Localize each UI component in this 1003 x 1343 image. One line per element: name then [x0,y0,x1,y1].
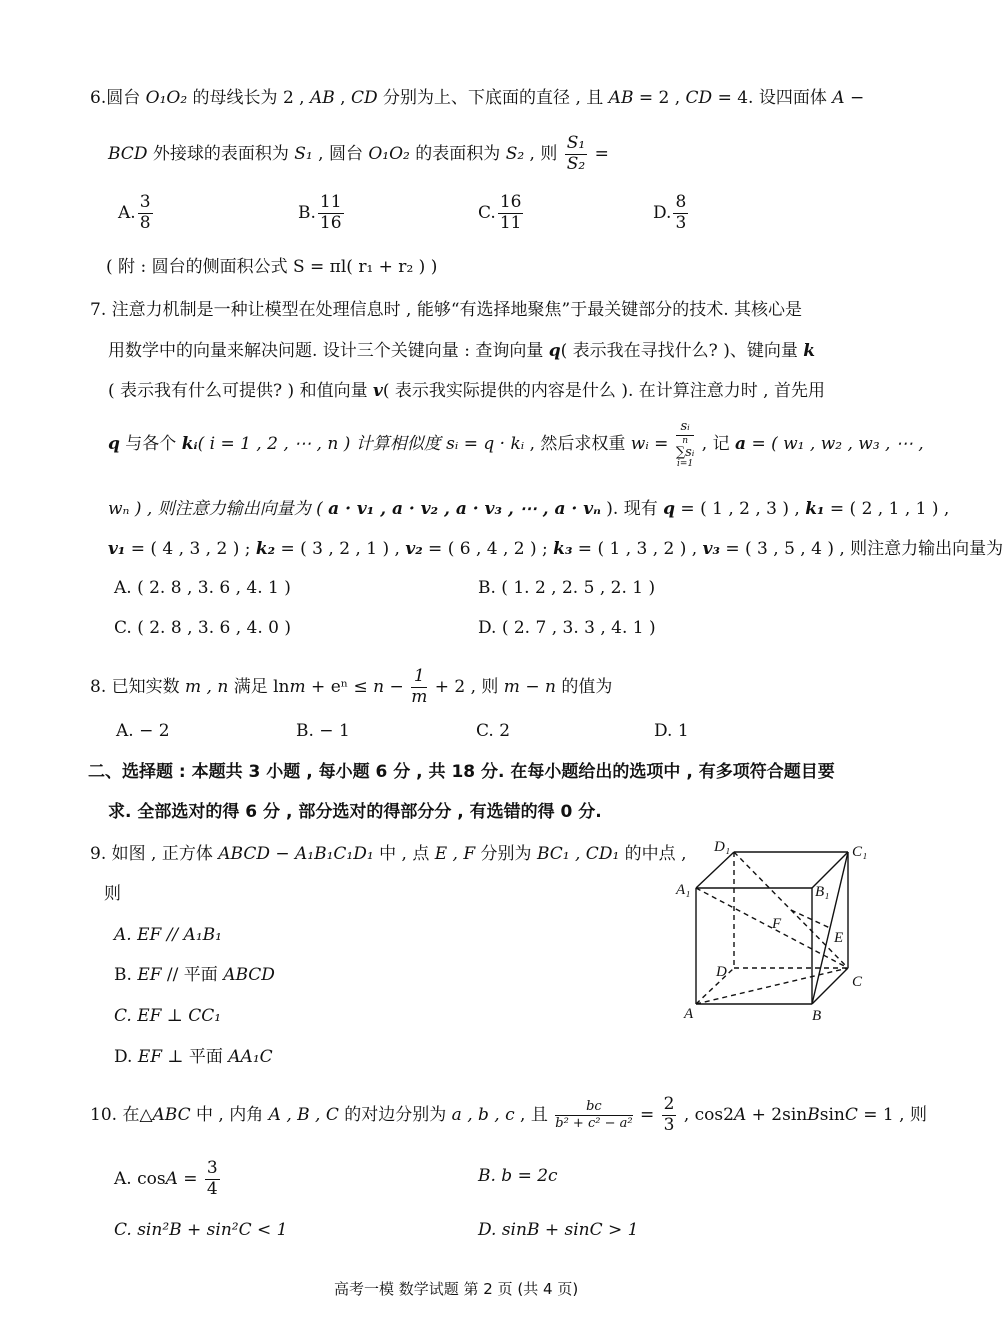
q9-option-b: B. EF // 平面 ABCD [114,965,275,985]
q6-option-a: A. $\frac{3}{8}$ [118,192,151,233]
label-a1: A₁ [676,882,691,898]
q7-line2: 用数学中的向量来解决问题. 设计三个关键向量 : 查询向量 q( 表示我在寻找什么? )、键向量 k [108,341,816,361]
segment-ef [791,910,830,928]
label-b1: B₁ [815,884,830,900]
q7-weight-fraction: sᵢ n ∑sᵢ i=1 [675,419,695,469]
q6-option-c: C. $\frac{16}{11}$ [478,192,522,233]
q8-option-c: C. 2 [476,721,511,741]
q7-line5: wₙ ) , 则注意力输出向量为 ( a · v₁ , a · v₂ , a · v₃ , ⋯ , a · vₙ ). 现有 q = ( 1 , 2 , 3 ) , k₁ = ( 2 , 1 , 1 ) , [108,499,950,519]
q10-option-c: C. sin²B + sin²C < 1 [114,1220,288,1240]
q9-stem: 9. 如图 , 正方体 ABCD − A₁B₁C₁D₁ 中 , 点 E , F 分别为 BC₁ , CD₁ 的中点 , [90,844,687,864]
q8-option-d: D. 1 [654,721,689,741]
q10-option-d: D. sinB + sinC > 1 [478,1220,639,1240]
q7-line3: ( 表示我有什么可提供? ) 和值向量 v( 表示我实际提供的内容是什么 ). 在计算注意力时 , 首先用 [108,381,825,401]
q8-option-b: B. − 1 [296,721,350,741]
label-c1: C₁ [852,844,868,860]
segment-bc1 [812,852,848,1004]
q9-option-c: C. EF ⊥ CC₁ [114,1006,222,1026]
q7-option-b: B. ( 1. 2 , 2. 5 , 2. 1 ) [478,578,656,598]
label-e: E [834,930,844,946]
q7-line6: v₁ = ( 4 , 3 , 2 ) ; k₂ = ( 3 , 2 , 1 ) , v₂ = ( 6 , 4 , 2 ) ; k₃ = ( 1 , 3 , 2 ) , v₃ = ( 3 , 5 , 4 ) , 则注意力输出向量为 [108,539,1003,559]
q10-option-b: B. b = 2c [478,1166,558,1186]
q7-option-c: C. ( 2. 8 , 3. 6 , 4. 0 ) [114,618,292,638]
q7-option-d: D. ( 2. 7 , 3. 3 , 4. 1 ) [478,618,656,638]
q10-stem: 10. 在△ABC 中 , 内角 A , B , C 的对边分别为 a , b , c , 且 $\frac{bc}{\text{b² + c² − a²}}$ = $\frac{2}{3}$ , cos2A + 2sinBsinC = 1 , 则 [90,1094,927,1135]
section-2-header: 二、选择题 : 本题共 3 小题 , 每小题 6 分 , 共 18 分. 在每小题给出的选项中 , 有多项符合题目要 [88,762,835,782]
q10-option-a: A. cosA = $\frac{3}{4}$ [114,1158,218,1199]
label-f: F [772,916,782,932]
page-footer: 高考一模 数学试题 第 2 页 (共 4 页) [334,1280,579,1298]
q8-stem: 8. 已知实数 m , n 满足 lnm + eⁿ ≤ n − $\frac{1}{m}$ + 2 , 则 m − n 的值为 [90,666,613,707]
q9-option-d: D. EF ⊥ 平面 AA₁C [114,1047,273,1067]
q6-option-b: B. $\frac{11}{16}$ [298,192,342,233]
edge-a1d1 [696,852,734,888]
label-a: A [684,1006,694,1022]
edge-ad [696,968,734,1004]
label-b: B [812,1008,822,1024]
q6-option-d: D. $\frac{8}{3}$ [653,192,687,233]
q6-fraction: $\frac{\text{S₁}}{\text{S₂}}$ [566,133,586,174]
q8-option-a: A. − 2 [116,721,170,741]
q6-line2: BCD 外接球的表面积为 S₁ , 圆台 O₁O₂ 的表面积为 S₂ , 则 $\frac{\text{S₁}}{\text{S₂}}$ = [108,133,609,174]
label-d1: D₁ [714,839,731,855]
edge-b1c1 [812,852,848,888]
edge-bc [812,968,848,1004]
section-2-header-cont: 求. 全部选对的得 6 分 , 部分选对的得部分分 , 有选错的得 0 分. [108,802,602,822]
q6-line1: 6.圆台 O₁O₂ 的母线长为 2 , AB , CD 分别为上、下底面的直径 , 且 AB = 2 , CD = 4. 设四面体 A − [90,88,865,108]
q9-option-a: A. EF // A₁B₁ [114,925,222,945]
q6-note: ( 附 : 圆台的侧面积公式 S = πl( r₁ + r₂ ) ) [106,257,438,277]
label-c: C [852,974,863,990]
q7-line4: q 与各个 kᵢ( i = 1 , 2 , ⋯ , n ) 计算相似度 sᵢ = q · kᵢ , 然后求权重 wᵢ = sᵢ n ∑sᵢ i=1 , 记 a = ( w₁ , w₂ , w₃ , ⋯ , [108,419,924,469]
q9-stem-cont: 则 [104,884,121,904]
q7-option-a: A. ( 2. 8 , 3. 6 , 4. 1 ) [114,578,291,598]
cube-figure [672,838,882,1028]
label-d: D [716,964,727,980]
q7-line1: 7. 注意力机制是一种让模型在处理信息时 , 能够“有选择地聚焦”于最关键部分的技术. 其核心是 [90,300,803,320]
